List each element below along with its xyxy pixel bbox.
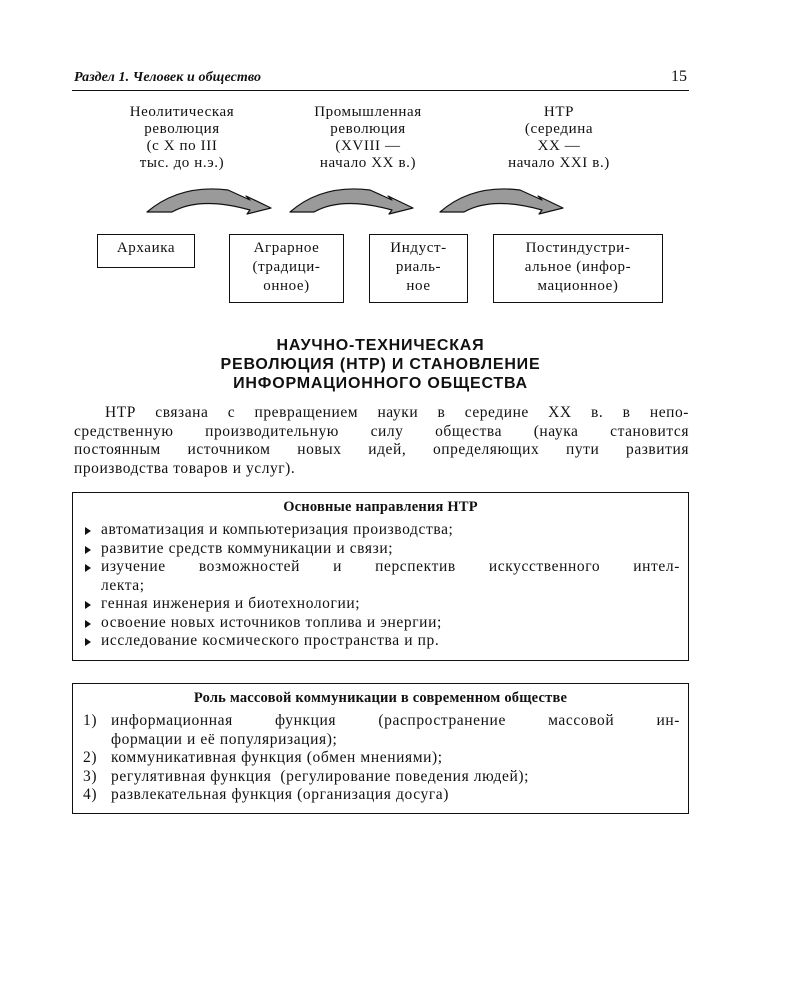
list-item: 4) развлекательная функция (организация досуга) <box>83 786 450 803</box>
curved-arrow-icon <box>440 189 563 214</box>
media-role-box-title: Роль массовой коммуникации в современном обществе <box>193 690 568 706</box>
list-item: генная инженерия и биотехнологии; <box>83 595 680 614</box>
stage-box-archaic: Архаика <box>97 234 195 268</box>
directions-box-title: Основные направления НТР <box>283 499 478 515</box>
page-number: 15 <box>671 68 687 85</box>
list-item: автоматизация и компьютеризация производства; <box>83 521 680 540</box>
list-item: исследование космического пространства и пр. <box>83 632 680 651</box>
bullet-triangle-icon <box>85 546 91 554</box>
bullet-triangle-icon <box>85 601 91 609</box>
stage-box-agrarian: Аграрное (традици- онное) <box>229 234 344 303</box>
bullet-triangle-icon <box>85 564 91 572</box>
bullet-triangle-icon <box>85 638 91 646</box>
stage-box-industrial: Индуст- риаль- ное <box>369 234 468 303</box>
media-role-box <box>72 683 689 814</box>
list-item: 1) информационная функция (распространение массовой ин- формации и её популяризация); <box>83 712 680 748</box>
curved-arrow-icon <box>147 189 271 214</box>
revolution-label-industrial: Промышленная революция (XVIII — начало XX в.) <box>314 104 422 171</box>
directions-box <box>72 492 689 661</box>
running-title: Раздел 1. Человек и общество <box>74 70 262 85</box>
list-item: развитие средств коммуникации и связи; <box>83 540 680 559</box>
list-item: 2) коммуникативная функция (обмен мнениями); <box>83 749 443 766</box>
list-item: 3) регулятивная функция (регулирование поведения людей); <box>83 767 530 785</box>
section-title: НАУЧНО-ТЕХНИЧЕСКАЯ РЕВОЛЮЦИЯ (НТР) И СТАНОВЛЕНИЕ ИНФОРМАЦИОННОГО ОБЩЕСТВА <box>220 337 541 392</box>
intro-paragraph: НТР связана с превращением науки в середине XX в. в непо- средственную производительную силу общества (наука становится постоянным источником новых идей, определяющих пути развития производства товаров и услуг). <box>74 404 689 477</box>
list-item: изучение возможностей и перспектив искусственного интел- лекта; <box>83 558 680 595</box>
bullet-triangle-icon <box>85 527 91 535</box>
revolution-label-neolithic: Неолитическая революция (с X по III тыс. до н.э.) <box>129 104 235 171</box>
list-item: освоение новых источников топлива и энергии; <box>83 614 680 633</box>
curved-arrow-icon <box>290 189 413 214</box>
revolution-label-ntr: НТР (середина XX — начало XXI в.) <box>508 104 610 171</box>
bullet-triangle-icon <box>85 620 91 628</box>
stage-box-postindustrial: Постиндустри- альное (инфор- мационное) <box>493 234 663 303</box>
transition-arrows <box>0 0 800 240</box>
